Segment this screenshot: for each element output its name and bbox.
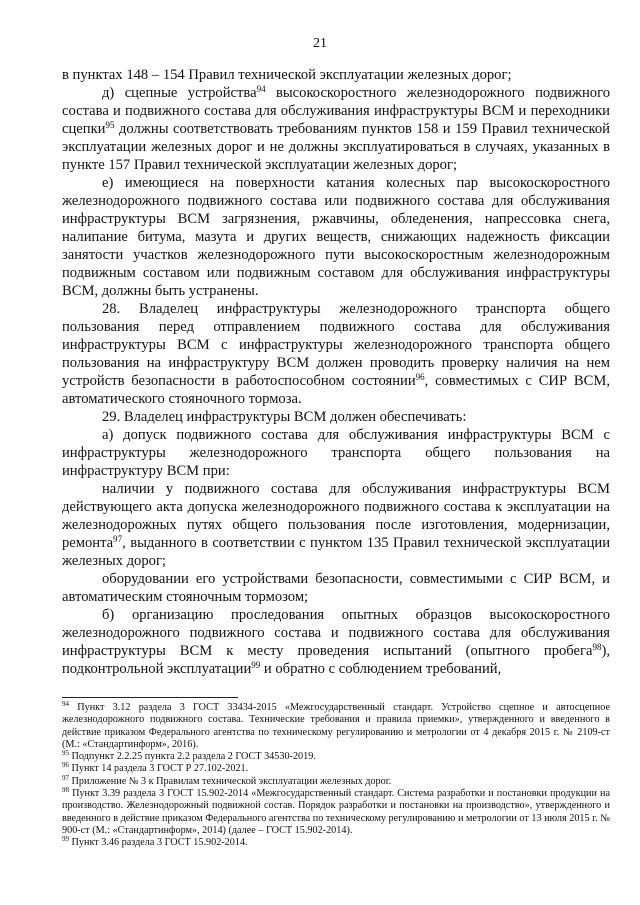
footnote-ref: 97 — [113, 534, 123, 544]
text-run: а) допуск подвижного состава для обслуживания инфраструктуры ВСМ с инфраструктуры железнодорожного транспорта общего пользования на инфраструктуру ВСМ при: — [62, 427, 610, 479]
body-text — [62, 66, 610, 678]
text-run: 29. Владелец инфраструктуры ВСМ должен обеспечивать: — [102, 409, 467, 425]
text-run: ), подконтрольной эксплуатации — [62, 643, 610, 677]
paragraph-continuation — [62, 66, 610, 84]
footnote-ref: 96 — [415, 372, 425, 382]
footnote-ref: 99 — [251, 660, 261, 670]
paragraph-item-a — [62, 426, 610, 480]
text-run: , выданного в соответствии с пунктом 135 Правил технической эксплуатации железных дорог; — [62, 535, 610, 569]
text-run: высокоскоростного железнодорожного подвижного состава и подвижного состава для обслуживания инфраструктуры ВСМ и переходники сцепки — [62, 85, 610, 137]
footnote-95 — [62, 751, 610, 763]
footnote-99 — [62, 837, 610, 849]
footnote-text: Пункт 3.39 раздела 3 ГОСТ 15.902-2014 «Межгосударственный стандарт. Система разработки и постановки продукции на производство. Железнодорожный подвижной состав. Порядок разработки и постановки на производство», утвержденного и введенного в действие приказом Федерального агентства по техническому регулированию и метрологии от 13 июля 2015 г. № 900-ст (М.: «Стандартинформ», 2014) (далее – ГОСТ 15.902-2014). — [62, 788, 610, 836]
text-run: , совместимых с СИР ВСМ, автоматического стояночного тормоза. — [62, 373, 610, 407]
paragraph-item-b — [62, 606, 610, 678]
text-run: и обратно с соблюдением требований, — [260, 661, 502, 677]
text-run: 28. Владелец инфраструктуры железнодорожного транспорта общего пользования перед отправлением подвижного состава для обслуживания инфраструктуры ВСМ с инфраструктуры железнодорожного транспорта общего пользования на инфраструктуру ВСМ должен проводить проверку наличия на нем устройств безопасности в работоспособном состоянии — [62, 301, 610, 389]
footnote-mark: 98 — [62, 786, 69, 795]
footnote-ref: 98 — [592, 642, 602, 652]
paragraph-clause-28 — [62, 300, 610, 408]
text-run: д) сцепные устройства — [102, 85, 257, 101]
footnote-ref: 95 — [105, 120, 115, 130]
paragraph-condition-act — [62, 480, 610, 570]
footnote-mark: 95 — [62, 749, 69, 758]
footnote-text: Пункт 14 раздела 3 ГОСТ Р 27.102-2021. — [69, 763, 249, 775]
text-run: должны соответствовать требованиям пунктов 158 и 159 Правил технической эксплуатации железных дорог и не должны эксплуатироваться в случаях, указанных в пункте 157 Правил технической эксплуатации железных дорог; — [62, 121, 610, 173]
text-run: е) имеющиеся на поверхности катания колесных пар высокоскоростного железнодорожного подвижного состава или подвижного состава для обслуживания инфраструктуры ВСМ загрязнения, ржавчины, обледенения, напрессовка снега, налипание битума, мазута и других веществ, снижающих надежность фиксации занятости участков железнодорожного пути высокоскоростным железнодорожным подвижным составом или подвижным составом для обслуживания инфраструктуры ВСМ, должны быть устранены. — [62, 175, 610, 299]
footnote-text: Пункт 3.12 раздела 3 ГОСТ 33434-2015 «Межгосударственный стандарт. Устройство сцепное и автосцепное железнодорожного подвижного состава. Технические требования и правила приемки», утвержденного и введенного в действие приказом Федерального агентства по техническому регулированию и метрологии от 4 декабря 2015 г. № 2109-ст (М.: «Стандартинформ», 2016). — [62, 702, 610, 750]
footnote-text: Подпункт 2.2.25 пункта 2.2 раздела 2 ГОСТ 34530-2019. — [69, 751, 316, 763]
footnote-94 — [62, 702, 610, 751]
footnote-mark: 99 — [62, 835, 69, 844]
footnote-mark: 97 — [62, 773, 69, 782]
footnote-text: Приложение № 3 к Правилам технической эксплуатации железных дорог. — [69, 775, 392, 787]
text-run: б) организацию проследования опытных образцов высокоскоростного железнодорожного подвижного состава и подвижного состава для обслуживания инфраструктуры ВСМ к месту проведения испытаний (опытного пробега — [62, 607, 610, 659]
text-run: наличии у подвижного состава для обслуживания инфраструктуры ВСМ действующего акта допуска железнодорожного подвижного состава к эксплуатации на железнодорожных путях общего пользования после изготовления, модернизации, ремонта — [62, 481, 610, 551]
footnotes — [62, 702, 610, 850]
footnote-divider — [62, 697, 238, 698]
footnote-text: Пункт 3.46 раздела 3 ГОСТ 15.902-2014. — [69, 837, 248, 849]
footnote-96 — [62, 763, 610, 775]
footnote-mark: 94 — [62, 700, 69, 708]
text-run: в пунктах 148 – 154 Правил технической эксплуатации железных дорог; — [62, 67, 512, 83]
footnote-98 — [62, 788, 610, 837]
footnote-ref: 94 — [256, 84, 266, 94]
paragraph-item-e — [62, 174, 610, 300]
text-run: оборудовании его устройствами безопасности, совместимыми с СИР ВСМ, и автоматическим стояночным тормозом; — [62, 571, 610, 605]
paragraph-item-d — [62, 84, 610, 174]
paragraph-condition-equipment — [62, 570, 610, 606]
page-number: 21 — [313, 36, 327, 51]
paragraph-clause-29 — [62, 408, 610, 426]
footnote-97 — [62, 773, 610, 788]
footnote-mark: 96 — [62, 761, 69, 770]
